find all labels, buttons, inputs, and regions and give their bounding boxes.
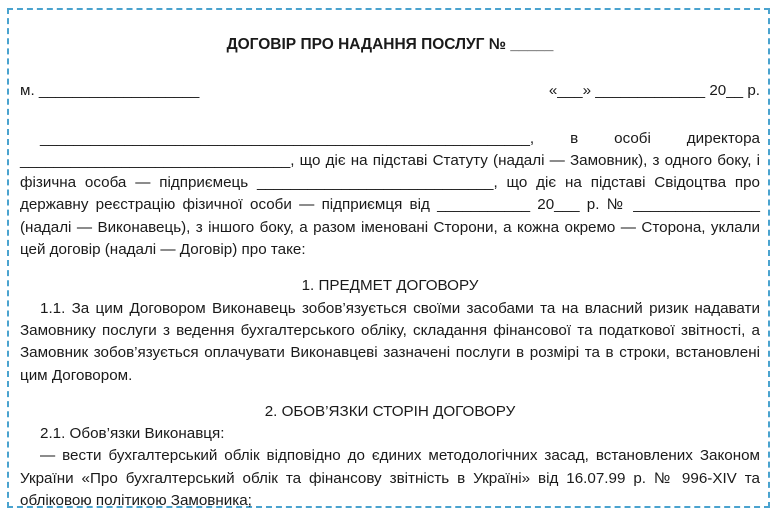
section-1-heading: 1. ПРЕДМЕТ ДОГОВОРУ bbox=[301, 277, 479, 295]
clause-1-1: 1.1. За цим Договором Виконавець зобов’язується своїми засобами та на власний ризик надавати Замовнику послуги з ведення бухгалтерського обліку, складання фінансової та податкової звітності, а Замовник зобов’язується оплачувати Виконавцеві зазначені послуги в розмірі та в строки, встановлені цим Договором. bbox=[20, 299, 760, 384]
clause-2-1-item-1: — вести бухгалтерський облік відповідно до єдиних методологічних засад, встановлених Законом України «Про бухгалтерський облік та фінансову звітність в Україні» від 16.07.99 р. № 996-XIV та обліковою політикою Замовника; bbox=[20, 447, 760, 510]
preamble-paragraph: __________________________________________________________, в особі директора ________________________________, що діє на підставі Статуту (надалі — Замовник), з одного боку, і фізична особа — підприємець ____________________________, що діє на підставі Свідоцтва про державну реєстрацію фізичної особи — підприємця від ___________ 20___ р. № _______________ (надалі — Виконавець), з іншого боку, а разом іменовані Сторони, а кожна окремо — Сторона, уклали цей договір (надалі — Договір) про таке: bbox=[20, 129, 760, 259]
section-2-heading: 2. ОБОВ’ЯЗКИ СТОРІН ДОГОВОРУ bbox=[264, 402, 516, 420]
place-date-row bbox=[20, 80, 760, 102]
clause-2-1-heading: 2.1. Обов’язки Виконавця: bbox=[40, 425, 225, 443]
contract-title: ДОГОВІР ПРО НАДАННЯ ПОСЛУГ № _____ bbox=[226, 36, 554, 53]
contract-document bbox=[20, 34, 760, 512]
place-field: м. ___________________ bbox=[20, 82, 200, 100]
date-field: «___» _____________ 20__ р. bbox=[548, 82, 760, 100]
